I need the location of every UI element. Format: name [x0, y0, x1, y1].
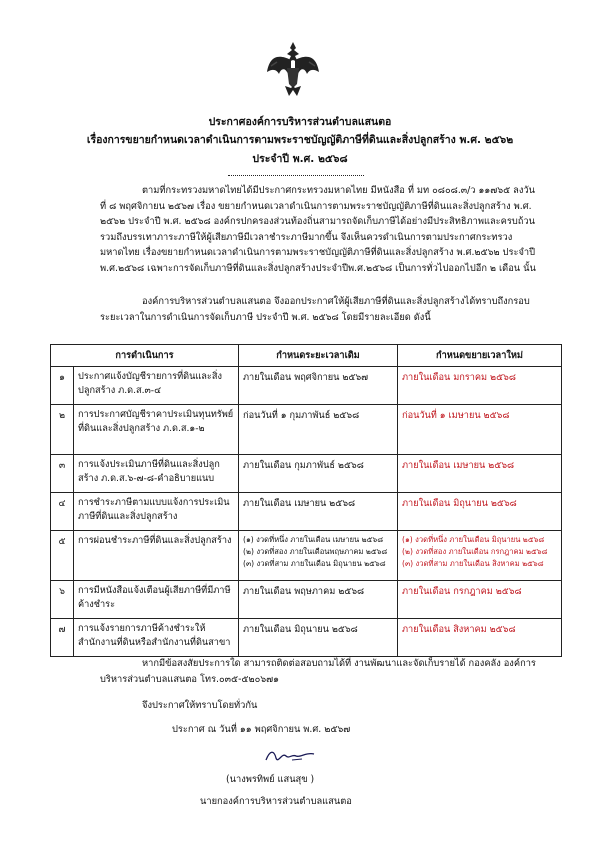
table-row — [51, 493, 562, 531]
row-new-date: ภายในเดือน เมษายน ๒๕๖๘ — [398, 455, 562, 493]
row-original-date: ภายในเดือน มิถุนายน ๒๕๖๘ — [239, 619, 398, 657]
table-row — [51, 581, 562, 619]
notice-text: จึงประกาศให้ทราบโดยทั่วกัน — [142, 700, 258, 711]
row-original-date: ภายในเดือน พฤษภาคม ๒๕๖๘ — [239, 581, 398, 619]
table-row — [51, 405, 562, 455]
paragraph-1: ตามที่กระทรวงมหาดไทยได้มีประกาศกระทรวงมหาดไทย มีหนังสือ ที่ มท ๐๘๐๘.๓/ว ๑๑๗๖๕ ลงวันที่ ๘ พฤศจิกายน ๒๕๖๗ เรื่อง ขยายกำหนดเวลาดำเนินการตามพระราชบัญญัติภาษีที่ดินและสิ่งปลูกสร้าง พ.ศ. ๒๕๖๒ ประจำปี พ.ศ. ๒๕๖๘ องค์กรปกครองส่วนท้องถิ่นสามารถจัดเก็บภาษีได้อย่างมีประสิทธิภาพและครบถ้วน รวมถึงบรรเทาภาระภาษีให้ผู้เสียภาษีมีเวลาชำระภาษีมากขึ้น จึงเห็นควรดำเนินการตามประกาศกระทรวงมหาดไทย เรื่องขยายกำหนดเวลาดำเนินการตามพระราชบัญญัติภาษีที่ดินและสิ่งปลูกสร้าง พ.ศ.๒๕๖๒ ประจำปี พ.ศ.๒๕๖๘ เฉพาะการจัดเก็บภาษีที่ดินและสิ่งปลูกสร้างประจำปีพ.ศ.๒๕๖๘ เป็นการทั่วไปออกไปอีก ๒ เดือน นั้น — [100, 185, 536, 274]
row-action: การประกาศบัญชีราคาประเมินทุนทรัพย์ที่ดินและสิ่งปลูกสร้าง ภ.ด.ส.๑-๒ — [74, 405, 239, 455]
col-header-original: กำหนดระยะเวลาเดิม — [239, 345, 398, 367]
row-new-installments — [398, 531, 562, 581]
row-action: การแจ้งรายการภาษีค้างชำระให้สำนักงานที่ดินหรือสำนักงานที่ดินสาขา — [74, 619, 239, 657]
row-number: ๑ — [51, 367, 74, 405]
signer-name: (นางพรทิพย์ แสนสุข ) — [226, 774, 315, 785]
row-number: ๕ — [51, 531, 74, 581]
row-new-date: ก่อนวันที่ ๑ เมษายน ๒๕๖๘ — [398, 405, 562, 455]
row-original-date: ภายในเดือน พฤศจิกายน ๒๕๖๗ — [239, 367, 398, 405]
schedule-table — [50, 344, 562, 657]
installment-line: (๓) งวดที่สาม ภายในเดือน มิถุนายน ๒๕๖๘ — [243, 559, 386, 568]
row-action: การผ่อนชำระภาษีที่ดินและสิ่งปลูกสร้าง — [74, 531, 239, 581]
col-header-new: กำหนดขยายเวลาใหม่ — [398, 345, 562, 367]
row-number: ๗ — [51, 619, 74, 657]
row-original-date: ภายในเดือน เมษายน ๒๕๖๘ — [239, 493, 398, 531]
col-header-action: การดำเนินการ — [51, 345, 239, 367]
row-new-date: ภายในเดือน สิงหาคม ๒๕๖๘ — [398, 619, 562, 657]
installment-line: (๒) งวดที่สอง ภายในเดือน กรกฎาคม ๒๕๖๘ — [402, 547, 548, 556]
row-original-date: ภายในเดือน กุมภาพันธ์ ๒๕๖๘ — [239, 455, 398, 493]
contact-paragraph — [100, 656, 540, 687]
installment-line: (๓) งวดที่สาม ภายในเดือน สิงหาคม ๒๕๖๘ — [402, 559, 544, 568]
signer-title: นายกองค์การบริหารส่วนตำบลแสนตอ — [200, 796, 352, 807]
row-new-date: ภายในเดือน มิถุนายน ๒๕๖๘ — [398, 493, 562, 531]
signature-icon — [262, 744, 322, 766]
row-action: ประกาศแจ้งบัญชีรายการที่ดินและสิ่งปลูกสร้าง ภ.ด.ส.๓-๔ — [74, 367, 239, 405]
table-row — [51, 367, 562, 405]
row-new-date: ภายในเดือน มกราคม ๒๕๖๘ — [398, 367, 562, 405]
row-original-date: ก่อนวันที่ ๑ กุมภาพันธ์ ๒๕๖๘ — [239, 405, 398, 455]
row-number: ๖ — [51, 581, 74, 619]
table-row — [51, 455, 562, 493]
announcement-title: ประกาศองค์การบริหารส่วนตำบลแสนตอ — [208, 116, 392, 128]
row-new-date: ภายในเดือน กรกฎาคม ๒๕๖๘ — [398, 581, 562, 619]
row-number: ๓ — [51, 455, 74, 493]
row-action: การแจ้งประเมินภาษีที่ดินและสิ่งปลูกสร้าง ภ.ด.ส.๖-๗-๘-คำอธิบายแนบ — [74, 455, 239, 493]
garuda-emblem-icon — [265, 38, 321, 98]
contact-text: หากมีข้อสงสัยประการใด สามารถติดต่อสอบถามได้ที่ งานพัฒนาและจัดเก็บรายได้ กองคลัง องค์การบริหารส่วนตำบลแสนตอ โทร.๐๓๕-๕๒๐๖๗๑ — [100, 658, 536, 685]
row-number: ๔ — [51, 493, 74, 531]
row-action: การมีหนังสือแจ้งเตือนผู้เสียภาษีที่มีภาษีค้างชำระ — [74, 581, 239, 619]
installment-line: (๑) งวดที่หนึ่ง ภายในเดือน เมษายน ๒๕๖๘ — [243, 535, 384, 544]
separator-dots — [228, 175, 364, 176]
announcement-year: ประจำปี พ.ศ. ๒๕๖๘ — [252, 153, 348, 165]
announcement-subject: เรื่องการขยายกำหนดเวลาดำเนินการตามพระราชบัญญัติภาษีที่ดินและสิ่งปลูกสร้าง พ.ศ. ๒๕๖๒ — [86, 134, 514, 146]
row-number: ๒ — [51, 405, 74, 455]
table-header-row — [51, 345, 562, 367]
purpose-paragraph — [100, 294, 540, 325]
table-row — [51, 619, 562, 657]
installment-line: (๑) งวดที่หนึ่ง ภายในเดือน มิถุนายน ๒๕๖๘ — [402, 535, 545, 544]
row-action: การชำระภาษีตามแบบแจ้งการประเมินภาษีที่ดินและสิ่งปลูกสร้าง — [74, 493, 239, 531]
table-row — [51, 531, 562, 581]
paragraph-2: องค์การบริหารส่วนตำบลแสนตอ จึงออกประกาศให้ผู้เสียภาษีที่ดินและสิ่งปลูกสร้างได้ทราบถึงกรอบระยะเวลาในการดำเนินการจัดเก็บภาษี ประจำปี พ.ศ. ๒๕๖๘ โดยมีรายละเอียด ดังนี้ — [100, 296, 530, 323]
announcement-date: ประกาศ ณ วันที่ ๑๑ พฤศจิกายน พ.ศ. ๒๕๖๗ — [172, 724, 351, 735]
intro-paragraph — [100, 183, 540, 276]
row-original-installments — [239, 531, 398, 581]
installment-line: (๒) งวดที่สอง ภายในเดือนพฤษภาคม ๒๕๖๘ — [243, 547, 388, 556]
